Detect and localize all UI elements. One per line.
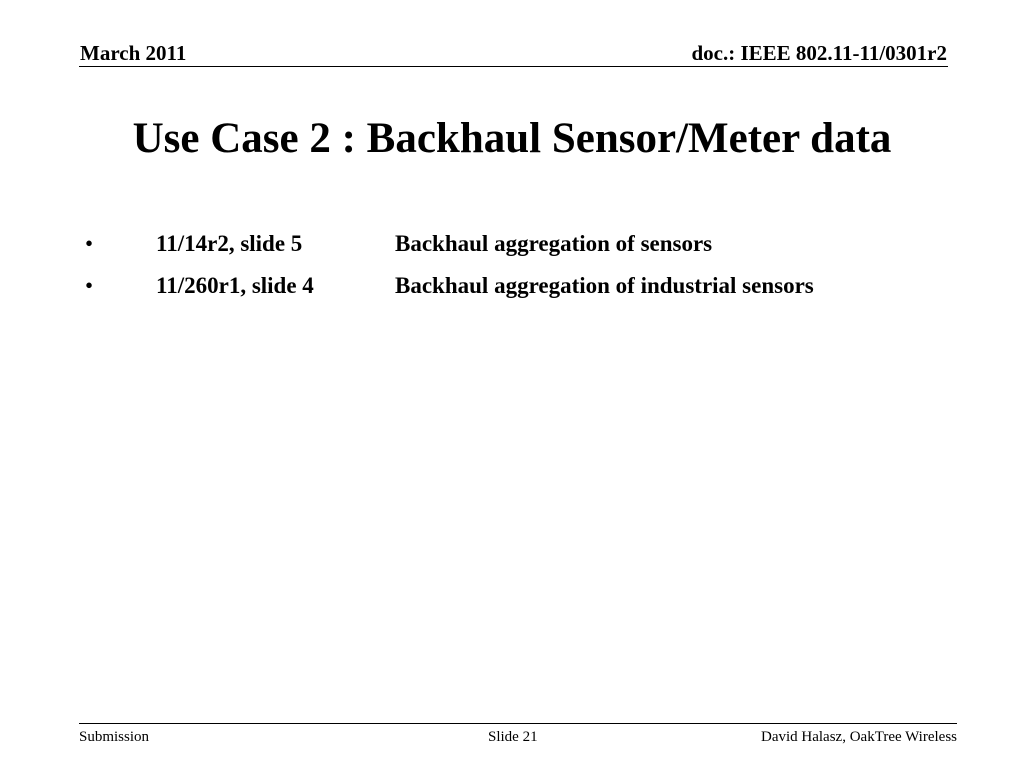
header-date: March 2011 — [80, 41, 187, 65]
bullet-item — [85, 270, 985, 312]
bullet-description: Backhaul aggregation of sensors — [395, 231, 713, 256]
bullet-marker: • — [85, 273, 94, 298]
footer-divider — [79, 723, 957, 724]
header-divider — [79, 66, 948, 67]
bullet-item — [85, 228, 985, 270]
bullet-reference: 11/14r2, slide 5 — [156, 231, 303, 256]
bullet-list — [85, 228, 985, 312]
slide-title: Use Case 2 : Backhaul Sensor/Meter data — [132, 115, 892, 162]
bullet-marker: • — [85, 231, 94, 256]
bullet-description: Backhaul aggregation of industrial sensors — [395, 273, 814, 298]
header-document-id: doc.: IEEE 802.11-11/0301r2 — [691, 41, 947, 65]
footer-submission: Submission — [79, 729, 150, 745]
footer-slide-number: Slide 21 — [488, 729, 538, 745]
footer-author: David Halasz, OakTree Wireless — [760, 729, 957, 745]
bullet-reference: 11/260r1, slide 4 — [156, 273, 314, 298]
